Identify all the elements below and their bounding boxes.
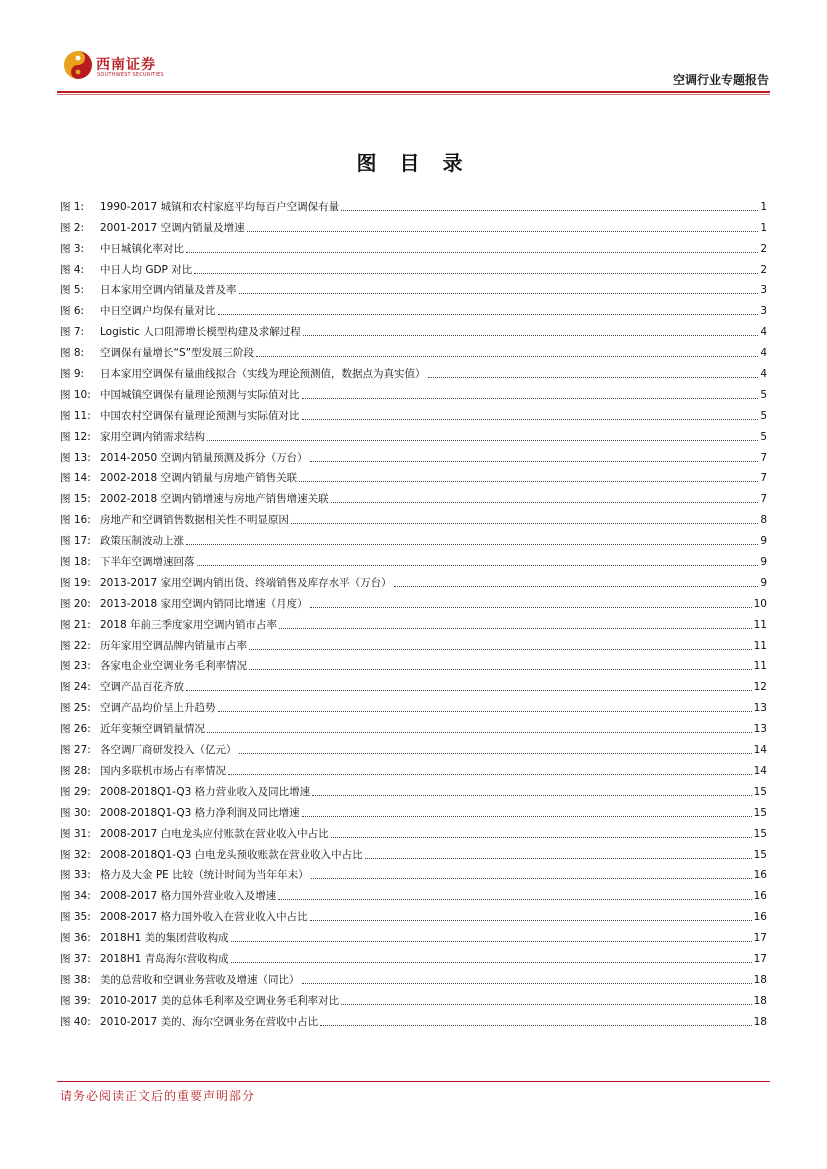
toc-entry[interactable] — [60, 277, 767, 298]
toc-entry-text: 各家电企业空调业务毛利率情况 — [100, 660, 247, 673]
toc-entry-number: 图 22: — [60, 639, 91, 652]
toc-entry-text: 2018 年前三季度家用空调内销市占率 — [100, 618, 278, 631]
toc-entry-label — [60, 910, 308, 924]
toc-entry-label — [60, 785, 310, 799]
toc-entry-page: 18 — [753, 1015, 767, 1028]
toc-entry-page: 2 — [760, 263, 767, 276]
toc-entry-number: 图 12: — [60, 430, 91, 443]
toc-entry-number: 图 40: — [60, 1015, 91, 1028]
toc-entry-label — [60, 743, 237, 757]
toc-entry-text: 房地产和空调销售数据相关性不明显原因 — [100, 514, 289, 527]
dot-leader — [320, 1025, 752, 1026]
toc-entry-page: 13 — [753, 702, 767, 715]
toc-entry[interactable] — [60, 339, 767, 360]
dot-leader — [310, 607, 752, 608]
toc-entry[interactable] — [60, 297, 767, 318]
toc-entry[interactable] — [60, 924, 767, 945]
toc-entry-number: 图 28: — [60, 764, 91, 777]
toc-entry[interactable] — [60, 611, 767, 632]
toc-entry[interactable] — [60, 862, 767, 883]
toc-entry-number: 图 25: — [60, 702, 91, 715]
toc-entry-number: 图 30: — [60, 806, 91, 819]
toc-entry[interactable] — [60, 778, 767, 799]
toc-entry[interactable] — [60, 548, 767, 569]
toc-entry-page: 1 — [760, 221, 767, 234]
toc-entry-label — [60, 200, 339, 214]
toc-entry[interactable] — [60, 527, 767, 548]
toc-heading: 图 目 录 — [356, 151, 471, 175]
toc-entry-number: 图 23: — [60, 660, 91, 673]
dot-leader — [331, 837, 752, 838]
toc-entry-page: 4 — [760, 347, 767, 360]
toc-entry-number: 图 33: — [60, 869, 91, 882]
toc-entry-page: 3 — [760, 284, 767, 297]
toc-entry-label — [60, 492, 329, 506]
toc-entry-number: 图 19: — [60, 576, 91, 589]
toc-entry-text: 2001-2017 空调内销量及增速 — [100, 221, 245, 234]
toc-entry-label — [60, 639, 247, 653]
dot-leader — [218, 711, 752, 712]
toc-entry-number: 图 11: — [60, 409, 91, 422]
toc-entry-label — [60, 764, 226, 778]
toc-entry[interactable] — [60, 653, 767, 674]
toc-entry-text: 2008-2018Q1-Q3 白电龙头预收账款在营业收入中占比 — [100, 848, 363, 861]
toc-entry-number: 图 14: — [60, 472, 91, 485]
toc-entry-page: 10 — [753, 597, 767, 610]
toc-entry-text: 2008-2017 格力国外营业收入及增速 — [100, 890, 277, 903]
logo-name-en: SOUTHWEST SECURITIES — [97, 72, 164, 78]
dot-leader — [365, 858, 752, 859]
toc-entry-page: 4 — [760, 326, 767, 339]
toc-entry-page: 2 — [760, 242, 767, 255]
toc-entry-label — [60, 576, 392, 590]
dot-leader — [197, 565, 759, 566]
dot-leader — [239, 293, 759, 294]
toc-entry-page: 5 — [760, 388, 767, 401]
toc-entry-label — [60, 346, 254, 360]
toc-entry-label — [60, 325, 301, 339]
toc-entry[interactable] — [60, 882, 767, 903]
dot-leader — [428, 377, 759, 378]
toc-entry-text: 2013-2018 家用空调内销同比增速（月度） — [100, 597, 308, 610]
toc-entry-number: 图 29: — [60, 785, 91, 798]
toc-entry[interactable] — [60, 360, 767, 381]
toc-entry-label — [60, 680, 184, 694]
toc-entry-number: 图 21: — [60, 618, 91, 631]
toc-entry-text: 2018H1 青岛海尔营收构成 — [100, 952, 229, 965]
dot-leader — [231, 941, 752, 942]
toc-entry-text: 下半年空调增速回落 — [100, 556, 195, 569]
toc-entry-number: 图 17: — [60, 535, 91, 548]
toc-entry-page: 4 — [760, 368, 767, 381]
toc-entry[interactable] — [60, 485, 767, 506]
toc-entry-page: 8 — [760, 514, 767, 527]
toc-entry-text: 2002-2018 空调内销量与房地产销售关联 — [100, 472, 298, 485]
toc-entry[interactable] — [60, 1008, 767, 1029]
toc-entry-text: 政策压制波动上涨 — [100, 535, 184, 548]
toc-entry-text: 中国农村空调保有量理论预测与实际值对比 — [100, 409, 300, 422]
toc-entry[interactable] — [60, 423, 767, 444]
toc-entry-page: 14 — [753, 744, 767, 757]
toc-entry-label — [60, 889, 276, 903]
toc-entry-label — [60, 722, 205, 736]
dot-leader — [299, 481, 758, 482]
toc-entry-number: 图 5: — [60, 284, 85, 297]
toc-entry-number: 图 15: — [60, 493, 91, 506]
header-divider-thin — [57, 94, 770, 95]
toc-entry-page: 16 — [753, 911, 767, 924]
toc-entry-number: 图 38: — [60, 973, 91, 986]
toc-entry-number: 图 39: — [60, 994, 91, 1007]
toc-entry-number: 图 1: — [60, 200, 85, 213]
toc-entry-number: 图 31: — [60, 827, 91, 840]
toc-entry-text: 2010-2017 美的、海尔空调业务在营收中占比 — [100, 1015, 319, 1028]
logo-name-cn: 西南证券 — [96, 57, 156, 73]
toc-entry-label — [60, 659, 247, 673]
toc-entry-number: 图 4: — [60, 263, 85, 276]
toc-entry-text: 家用空调内销需求结构 — [100, 430, 205, 443]
toc-entry-page: 11 — [753, 618, 767, 631]
toc-entry-page: 15 — [753, 827, 767, 840]
toc-entry[interactable] — [60, 402, 767, 423]
toc-entry-text: 中日城镇化率对比 — [100, 242, 184, 255]
toc-entry-text: 美的总营收和空调业务营收及增速（同比） — [100, 973, 300, 986]
toc-entry-text: 2008-2017 白电龙头应付账款在营业收入中占比 — [100, 827, 329, 840]
dot-leader — [310, 461, 759, 462]
dot-leader — [302, 816, 752, 817]
toc-entry-number: 图 18: — [60, 556, 91, 569]
toc-entry[interactable] — [60, 318, 767, 339]
toc-entry-page: 17 — [753, 952, 767, 965]
toc-entry-label — [60, 283, 237, 297]
toc-entry-page: 7 — [760, 472, 767, 485]
toc-entry[interactable] — [60, 235, 767, 256]
dot-leader — [228, 774, 752, 775]
toc-entry[interactable] — [60, 506, 767, 527]
toc-entry-label — [60, 931, 229, 945]
dot-leader — [186, 252, 758, 253]
toc-entry-label — [60, 827, 329, 841]
toc-entry-number: 图 35: — [60, 911, 91, 924]
toc-entry-number: 图 24: — [60, 681, 91, 694]
toc-entry[interactable] — [60, 694, 767, 715]
dot-leader — [302, 398, 759, 399]
toc-entry[interactable] — [60, 193, 767, 214]
brand-logo — [63, 50, 173, 86]
dot-leader — [249, 669, 752, 670]
toc-entry-page: 13 — [753, 723, 767, 736]
toc-entry-label — [60, 242, 184, 256]
toc-entry-text: 2008-2018Q1-Q3 格力净利润及同比增速 — [100, 806, 300, 819]
toc-entry-page: 7 — [760, 493, 767, 506]
toc-entry-page: 17 — [753, 932, 767, 945]
toc-entry-text: 2008-2018Q1-Q3 格力营业收入及同比增速 — [100, 785, 311, 798]
toc-entry-page: 5 — [760, 409, 767, 422]
dot-leader — [278, 899, 752, 900]
toc-entry-text: 空调产品均价呈上升趋势 — [100, 702, 216, 715]
dot-leader — [218, 314, 759, 315]
toc-entry-text: 日本家用空调保有量曲线拟合（实线为理论预测值，数据点为真实值） — [100, 368, 426, 381]
toc-entry-page: 5 — [760, 430, 767, 443]
toc-entry-text: 2002-2018 空调内销增速与房地产销售增速关联 — [100, 493, 329, 506]
toc-entry-label — [60, 304, 216, 318]
toc-entry-text: 日本家用空调内销量及普及率 — [100, 284, 237, 297]
toc-entry-text: 各空调厂商研发投入（亿元） — [100, 744, 237, 757]
toc-entry-text: 2008-2017 格力国外收入在营业收入中占比 — [100, 911, 308, 924]
toc-entry-label — [60, 806, 300, 820]
toc-entry[interactable] — [60, 987, 767, 1008]
toc-entry-label — [60, 367, 426, 381]
toc-entry-number: 图 6: — [60, 305, 85, 318]
toc-entry-label — [60, 221, 245, 235]
toc-entry[interactable] — [60, 736, 767, 757]
figure-list — [60, 193, 767, 1029]
toc-entry[interactable] — [60, 590, 767, 611]
toc-entry[interactable] — [60, 945, 767, 966]
toc-entry-label — [60, 263, 192, 277]
dot-leader — [207, 440, 758, 441]
toc-entry-label — [60, 513, 289, 527]
dot-leader — [207, 732, 752, 733]
toc-entry[interactable] — [60, 569, 767, 590]
toc-entry-page: 16 — [753, 869, 767, 882]
toc-entry-text: 2014-2050 空调内销量预测及拆分（万台） — [100, 451, 308, 464]
toc-entry-label — [60, 388, 300, 402]
toc-entry-number: 图 9: — [60, 368, 85, 381]
toc-entry[interactable] — [60, 841, 767, 862]
toc-entry-text: 2010-2017 美的总体毛利率及空调业务毛利率对比 — [100, 994, 340, 1007]
dot-leader — [331, 502, 759, 503]
toc-entry-label — [60, 1015, 318, 1029]
toc-entry[interactable] — [60, 903, 767, 924]
footer-divider — [57, 1081, 770, 1082]
dot-leader — [279, 628, 752, 629]
dot-leader — [311, 878, 752, 879]
toc-entry[interactable] — [60, 966, 767, 987]
toc-entry[interactable] — [60, 673, 767, 694]
toc-entry-number: 图 37: — [60, 952, 91, 965]
logo-mark-icon — [63, 50, 93, 80]
toc-entry-number: 图 36: — [60, 932, 91, 945]
toc-entry-label — [60, 597, 308, 611]
toc-entry-number: 图 27: — [60, 744, 91, 757]
toc-entry-number: 图 13: — [60, 451, 91, 464]
toc-entry-page: 14 — [753, 764, 767, 777]
toc-entry-number: 图 26: — [60, 723, 91, 736]
toc-entry-page: 18 — [753, 973, 767, 986]
toc-entry-label — [60, 555, 195, 569]
toc-entry-number: 图 2: — [60, 221, 85, 234]
dot-leader — [186, 690, 752, 691]
toc-entry-page: 11 — [753, 639, 767, 652]
toc-entry[interactable] — [60, 256, 767, 277]
toc-entry-label — [60, 848, 363, 862]
toc-entry-page: 15 — [753, 848, 767, 861]
toc-entry[interactable] — [60, 715, 767, 736]
dot-leader — [302, 983, 752, 984]
dot-leader — [303, 335, 759, 336]
toc-entry-label — [60, 534, 184, 548]
toc-entry[interactable] — [60, 757, 767, 778]
toc-entry-label — [60, 430, 205, 444]
toc-entry-page: 16 — [753, 890, 767, 903]
toc-entry-text: 格力及大金 PE 比较（统计时间为当年年末） — [100, 869, 309, 882]
dot-leader — [231, 962, 752, 963]
footer-disclaimer: 请务必阅读正文后的重要声明部分 — [60, 1089, 256, 1103]
toc-entry-label — [60, 618, 277, 632]
toc-entry[interactable] — [60, 820, 767, 841]
toc-entry-page: 15 — [753, 806, 767, 819]
toc-entry-text: 2013-2017 家用空调内销出货、终端销售及库存水平（万台） — [100, 576, 392, 589]
toc-entry-text: 中日人均 GDP 对比 — [100, 263, 193, 276]
dot-leader — [310, 920, 752, 921]
dot-leader — [302, 419, 759, 420]
toc-entry-text: 中日空调户均保有量对比 — [100, 305, 216, 318]
toc-entry-label — [60, 471, 297, 485]
toc-entry-page: 18 — [753, 994, 767, 1007]
toc-entry-label — [60, 973, 300, 987]
toc-entry-page: 9 — [760, 556, 767, 569]
toc-entry-text: 历年家用空调品牌内销量市占率 — [100, 639, 247, 652]
toc-entry-label — [60, 868, 309, 882]
toc-entry-number: 图 10: — [60, 388, 91, 401]
toc-entry-label — [60, 451, 308, 465]
dot-leader — [194, 273, 758, 274]
toc-entry-text: 1990-2017 城镇和农村家庭平均每百户空调保有量 — [100, 200, 340, 213]
toc-entry-page: 9 — [760, 535, 767, 548]
dot-leader — [341, 1004, 752, 1005]
header-divider — [57, 91, 770, 93]
toc-entry-number: 图 32: — [60, 848, 91, 861]
toc-entry-page: 15 — [753, 785, 767, 798]
dot-leader — [249, 649, 752, 650]
toc-entry[interactable] — [60, 444, 767, 465]
toc-entry-label — [60, 994, 339, 1008]
toc-entry[interactable] — [60, 799, 767, 820]
toc-entry-number: 图 3: — [60, 242, 85, 255]
toc-entry-page: 3 — [760, 305, 767, 318]
toc-entry-page: 1 — [760, 200, 767, 213]
toc-entry-number: 图 34: — [60, 890, 91, 903]
toc-entry[interactable] — [60, 381, 767, 402]
toc-entry-page: 7 — [760, 451, 767, 464]
toc-entry[interactable] — [60, 632, 767, 653]
toc-entry-text: 2018H1 美的集团营收构成 — [100, 932, 229, 945]
dot-leader — [256, 356, 758, 357]
toc-entry-text: 国内多联机市场占有率情况 — [100, 764, 226, 777]
toc-entry-label — [60, 409, 300, 423]
toc-entry-label — [60, 701, 216, 715]
toc-entry-text: 中国城镇空调保有量理论预测与实际值对比 — [100, 388, 300, 401]
toc-entry-label — [60, 952, 229, 966]
report-title: 空调行业专题报告 — [672, 73, 769, 87]
dot-leader — [186, 544, 758, 545]
dot-leader — [394, 586, 759, 587]
dot-leader — [247, 231, 759, 232]
toc-entry-page: 9 — [760, 576, 767, 589]
toc-entry[interactable] — [60, 214, 767, 235]
toc-entry-text: 空调产品百花齐放 — [100, 681, 184, 694]
toc-entry-number: 图 7: — [60, 326, 85, 339]
dot-leader — [341, 210, 758, 211]
toc-entry-number: 图 8: — [60, 347, 85, 360]
toc-entry[interactable] — [60, 465, 767, 486]
toc-entry-number: 图 16: — [60, 514, 91, 527]
dot-leader — [239, 753, 752, 754]
toc-entry-text: 空调保有量增长“S”型发展三阶段 — [100, 347, 255, 360]
toc-entry-page: 12 — [753, 681, 767, 694]
toc-entry-text: Logistic 人口阻滞增长模型构建及求解过程 — [100, 326, 301, 339]
dot-leader — [312, 795, 751, 796]
toc-entry-page: 11 — [753, 660, 767, 673]
dot-leader — [291, 523, 758, 524]
toc-entry-number: 图 20: — [60, 597, 91, 610]
toc-entry-text: 近年变频空调销量情况 — [100, 723, 205, 736]
